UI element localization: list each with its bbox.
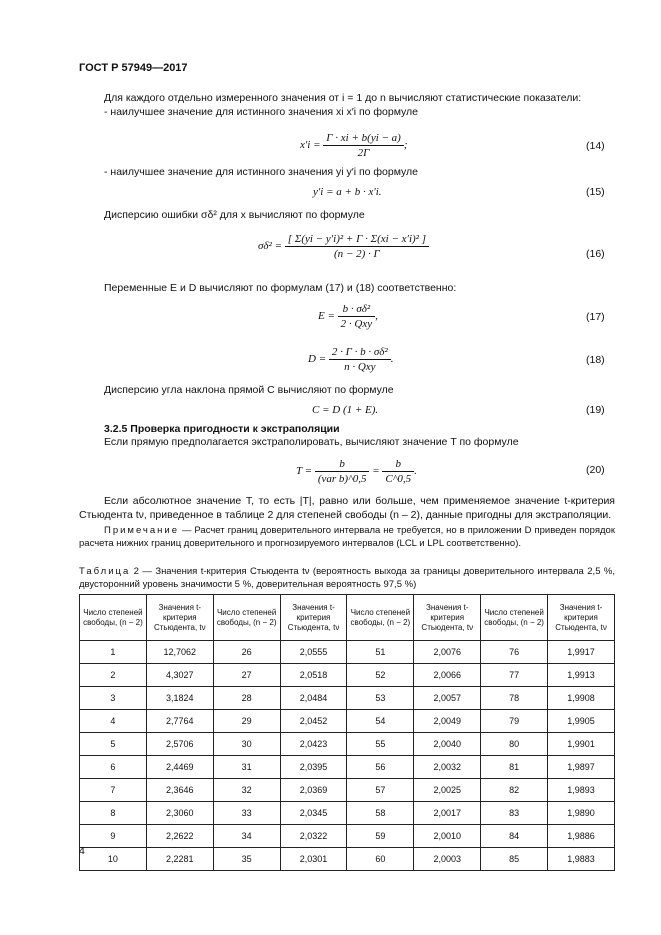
paragraph-extrapolation: Если прямую предполагается экстраполировать, вычисляют значение T по формуле: [104, 436, 519, 448]
formula-20-equals: =: [372, 465, 380, 478]
table-cell: 2,3646: [146, 779, 213, 802]
formula-17-lhs: E =: [318, 310, 335, 323]
formula-20-fraction-2: [382, 457, 414, 486]
table-header-cell: Число степеней свободы, (n − 2): [80, 595, 147, 641]
table-cell: 1,9917: [548, 641, 615, 664]
formula-18-fraction: [329, 345, 391, 374]
formula-17-numerator: b · σδ²: [338, 302, 375, 317]
formula-20-fraction-1: [315, 457, 370, 486]
table-cell: 10: [80, 848, 147, 871]
table-row: [80, 687, 615, 710]
table-label: Таблица: [79, 566, 131, 577]
table-cell: 51: [347, 641, 414, 664]
table-cell: 79: [481, 710, 548, 733]
formula-18-numerator: 2 · Γ · b · σδ²: [329, 345, 391, 360]
table-cell: 2,2281: [146, 848, 213, 871]
table-header-cell: Число степеней свободы, (n − 2): [481, 595, 548, 641]
table-cell: 2,0301: [280, 848, 347, 871]
paragraph-conclusion: Если абсолютное значение T, то есть |T|, равно или больше, чем применяемое значение t-критерия Стьюдента tν, приведенное в таблице 2 для степеней свободы (n – 2), данные пригодны для экстраполяции.: [79, 495, 615, 521]
equation-number-19: (19): [586, 404, 605, 416]
equation-number-15: (15): [586, 186, 605, 198]
note-text: — Расчет границ доверительного интервала не требуется, но в приложении D приведен порядок расчета нижних границ доверительного и прогнозируемого интервалов (LCL и LPL соответственно).: [79, 525, 615, 549]
table-cell: 1,9913: [548, 664, 615, 687]
table-cell: 2,0345: [280, 802, 347, 825]
table-cell: 2,0484: [280, 687, 347, 710]
equation-number-16: (16): [586, 248, 605, 260]
table-cell: 33: [213, 802, 280, 825]
formula-20-numerator-2: b: [382, 457, 414, 472]
formula-14-denominator: 2Γ: [357, 147, 370, 159]
table-cell: 30: [213, 733, 280, 756]
table-cell: 8: [80, 802, 147, 825]
table-cell: 2,0010: [414, 825, 481, 848]
table-cell: 76: [481, 641, 548, 664]
table-cell: 2,0003: [414, 848, 481, 871]
table-cell: 81: [481, 756, 548, 779]
formula-16-lhs: σδ² =: [258, 240, 283, 253]
table-cell: 2,0395: [280, 756, 347, 779]
table-cell: 6: [80, 756, 147, 779]
formula-20-numerator-1: b: [315, 457, 370, 472]
formula-20-lhs: T =: [296, 465, 313, 478]
paragraph-best-x: - наилучшее значение для истинного значения xi x′i по формуле: [104, 106, 419, 118]
table-cell: 32: [213, 779, 280, 802]
table-header-cell: Значения t-критерия Стьюдента, tν: [548, 595, 615, 641]
table-cell: 55: [347, 733, 414, 756]
table-row: [80, 710, 615, 733]
table-row: [80, 779, 615, 802]
table-cell: 1,9883: [548, 848, 615, 871]
formula-14-numerator: Γ · xi + b(yi − a): [323, 131, 404, 146]
table-cell: 1: [80, 641, 147, 664]
table-caption-text: 2 — Значения t-критерия Стьюдента tν (вероятность выхода за границы доверительного интервала 2,5 %, двусторонний уровень значимости 5 %, доверительная вероятность 97,5 %): [79, 566, 615, 590]
table-cell: 12,7062: [146, 641, 213, 664]
table-cell: 82: [481, 779, 548, 802]
table-caption: [79, 565, 615, 591]
table-cell: 2,3060: [146, 802, 213, 825]
equation-number-18: (18): [586, 354, 605, 366]
table-row: [80, 825, 615, 848]
table-cell: 2,0032: [414, 756, 481, 779]
equation-number-17: (17): [586, 311, 605, 323]
table-row: [80, 802, 615, 825]
formula-17-tail: ,: [375, 310, 378, 323]
formula-19: C = D (1 + E).: [312, 404, 379, 416]
table-cell: 1,9905: [548, 710, 615, 733]
table-cell: 5: [80, 733, 147, 756]
table-cell: 4: [80, 710, 147, 733]
paragraph-best-y: - наилучшее значение для истинного значения yi y′i по формуле: [104, 166, 419, 178]
formula-14-fraction: [323, 131, 404, 160]
formula-18-tail: .: [390, 353, 394, 366]
table-cell: 2,0025: [414, 779, 481, 802]
table-cell: 1,9908: [548, 687, 615, 710]
paragraph-slope-variance: Дисперсию угла наклона прямой C вычисляют по формуле: [104, 384, 394, 396]
table-row: [80, 733, 615, 756]
table-header-cell: Число степеней свободы, (n − 2): [213, 595, 280, 641]
table-cell: 58: [347, 802, 414, 825]
table-cell: 2,0066: [414, 664, 481, 687]
formula-20-tail: .: [414, 465, 417, 478]
formula-17: [318, 302, 378, 331]
table-cell: 1,9897: [548, 756, 615, 779]
student-t-table: [79, 594, 615, 871]
table-header-cell: Значения t-критерия Стьюдента, tν: [280, 595, 347, 641]
table-cell: 9: [80, 825, 147, 848]
table-cell: 2,4469: [146, 756, 213, 779]
table-cell: 2,0423: [280, 733, 347, 756]
paragraph-variance: Дисперсию ошибки σδ² для x вычисляют по формуле: [104, 209, 365, 221]
formula-16-denominator: (n − 2) · Γ: [334, 248, 380, 260]
table-cell: 4,3027: [146, 664, 213, 687]
table-cell: 57: [347, 779, 414, 802]
table-cell: 2,7764: [146, 710, 213, 733]
table-cell: 52: [347, 664, 414, 687]
note: [79, 524, 615, 550]
table-cell: 34: [213, 825, 280, 848]
table-cell: 31: [213, 756, 280, 779]
table-cell: 2,0076: [414, 641, 481, 664]
table-row: [80, 664, 615, 687]
formula-18: [308, 345, 393, 374]
formula-20-denominator-1: (var b)^0,5: [317, 473, 367, 485]
table-cell: 2,0452: [280, 710, 347, 733]
formula-16: [258, 232, 429, 261]
table-cell: 56: [347, 756, 414, 779]
table-cell: 2,0049: [414, 710, 481, 733]
formula-18-lhs: D =: [308, 353, 327, 366]
page-number: 4: [79, 845, 85, 857]
table-cell: 29: [213, 710, 280, 733]
table-row: [80, 756, 615, 779]
table-cell: 1,9901: [548, 733, 615, 756]
table-header-cell: Значения t-критерия Стьюдента, tν: [414, 595, 481, 641]
table-cell: 85: [481, 848, 548, 871]
table-cell: 2,0555: [280, 641, 347, 664]
formula-17-fraction: [338, 302, 375, 331]
formula-20: [296, 457, 417, 486]
formula-14-lhs: x′i =: [300, 139, 321, 152]
document-header: ГОСТ Р 57949—2017: [79, 62, 188, 74]
table-cell: 2: [80, 664, 147, 687]
equation-number-14: (14): [586, 140, 605, 152]
formula-14: [300, 131, 408, 160]
table-row: [80, 848, 615, 871]
table-cell: 2,0369: [280, 779, 347, 802]
table-cell: 7: [80, 779, 147, 802]
table-cell: 3: [80, 687, 147, 710]
table-header-cell: Значения t-критерия Стьюдента, tν: [146, 595, 213, 641]
table-cell: 2,0040: [414, 733, 481, 756]
formula-17-denominator: 2 · Qxy: [340, 318, 373, 330]
paragraph-intro: Для каждого отдельно измеренного значения от i = 1 до n вычисляют статистические показатели:: [104, 92, 582, 104]
table-cell: 3,1824: [146, 687, 213, 710]
table-cell: 26: [213, 641, 280, 664]
formula-16-numerator: [ Σ(yi − y′i)² + Γ · Σ(xi − x′i)² ]: [285, 232, 429, 247]
table-row: [80, 641, 615, 664]
table-cell: 1,9886: [548, 825, 615, 848]
formula-16-fraction: [285, 232, 429, 261]
table-cell: 28: [213, 687, 280, 710]
table-cell: 54: [347, 710, 414, 733]
table-cell: 60: [347, 848, 414, 871]
table-cell: 2,5706: [146, 733, 213, 756]
table-header-row: [80, 595, 615, 641]
table-cell: 80: [481, 733, 548, 756]
section-heading: 3.2.5 Проверка пригодности к экстраполяции: [104, 423, 340, 435]
table-cell: 27: [213, 664, 280, 687]
table-cell: 77: [481, 664, 548, 687]
table-cell: 59: [347, 825, 414, 848]
paragraph-variables: Переменные E и D вычисляют по формулам (17) и (18) соответственно:: [104, 282, 457, 294]
table-cell: 2,0057: [414, 687, 481, 710]
table-cell: 84: [481, 825, 548, 848]
table-cell: 35: [213, 848, 280, 871]
formula-15: y′i = a + b · x′i.: [313, 186, 382, 198]
table-cell: 1,9893: [548, 779, 615, 802]
table-cell: 2,0518: [280, 664, 347, 687]
table-cell: 83: [481, 802, 548, 825]
table-cell: 1,9890: [548, 802, 615, 825]
note-label: Примечание: [104, 525, 179, 536]
formula-14-tail: ;: [403, 139, 408, 152]
equation-number-20: (20): [586, 464, 605, 476]
table-cell: 78: [481, 687, 548, 710]
table-cell: 2,0322: [280, 825, 347, 848]
table-cell: 2,2622: [146, 825, 213, 848]
table-header-cell: Число степеней свободы, (n − 2): [347, 595, 414, 641]
table-cell: 2,0017: [414, 802, 481, 825]
formula-20-denominator-2: C^0,5: [385, 473, 412, 485]
formula-18-denominator: n · Qxy: [344, 361, 376, 373]
table-cell: 53: [347, 687, 414, 710]
